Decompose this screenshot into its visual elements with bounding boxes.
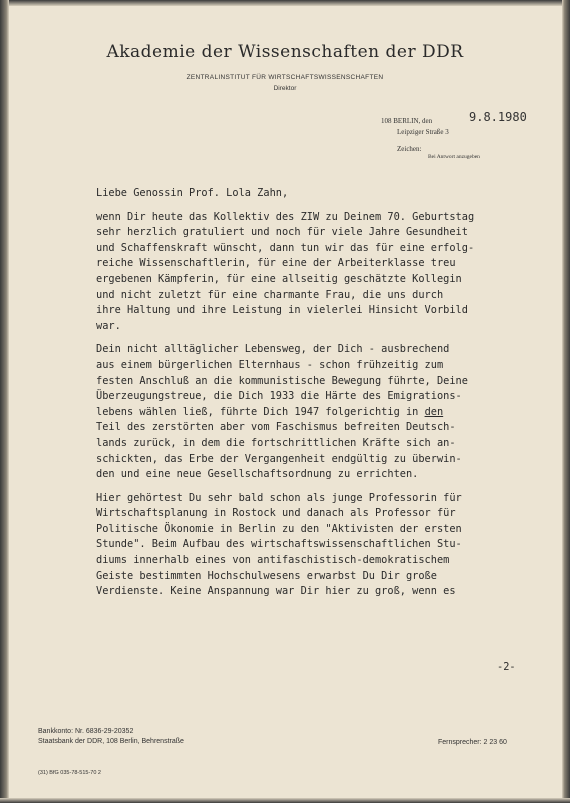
text-line: Hier gehörtest Du sehr bald schon als junge Professorin für bbox=[96, 491, 462, 504]
letter-date: 9.8.1980 bbox=[469, 110, 527, 124]
text-line: und Schaffenskraft wünscht, dann tun wir das für eine erfolg- bbox=[96, 241, 475, 254]
footer-print-code: (31) BfG 035-78-515-70 2 bbox=[38, 770, 101, 776]
text-line: Überzeugungstreue, die Dich 1933 die Härte des Emigrations- bbox=[96, 390, 462, 403]
text-line: Wirtschaftsplanung in Rostock und danach als Professor für bbox=[96, 507, 456, 520]
letterhead-title: Akademie der Wissenschaften der DDR bbox=[106, 42, 464, 62]
text-line: Verdienste. Keine Anspannung war Dir hier zu groß, wenn es bbox=[96, 585, 456, 598]
scan-edge-left bbox=[0, 0, 9, 803]
paragraph-2 bbox=[96, 342, 536, 482]
text-line: und nicht zuletzt für eine charmante Frau, die uns durch bbox=[96, 288, 444, 301]
footer-phone: Fernsprecher: 2 23 60 bbox=[438, 739, 507, 746]
paragraph-1 bbox=[96, 210, 536, 335]
text-line: diums innerhalb eines von antifaschistisch-demokratischem bbox=[96, 554, 450, 567]
footer-bank-account: Bankkonto: Nr. 6836-29-20352 bbox=[38, 728, 134, 735]
text-line: ihre Haltung und ihre Leistung in vielerlei Hinsicht Vorbild bbox=[96, 304, 468, 317]
text-line: aus einem bürgerlichen Elternhaus - schon frühzeitig zum bbox=[96, 358, 444, 371]
text-line: Dein nicht alltäglicher Lebensweg, der Dich - ausbrechend bbox=[96, 343, 450, 356]
text-line: festen Anschluß an die kommunistische Bewegung führte, Deine bbox=[96, 374, 468, 387]
text-line: reiche Wissenschaftlerin, für eine der Arbeiterklasse treu bbox=[96, 257, 456, 270]
scan-edge-top bbox=[0, 0, 570, 6]
paragraph-3 bbox=[96, 491, 536, 600]
salutation: Liebe Genossin Prof. Lola Zahn, bbox=[96, 187, 289, 199]
address-city: 108 BERLIN, den bbox=[381, 117, 433, 125]
letterhead-role: Direktor bbox=[273, 85, 297, 92]
reply-note: Bei Antwort anzugeben bbox=[428, 154, 480, 160]
letter-body bbox=[96, 186, 536, 600]
underlined-word: den bbox=[424, 405, 444, 418]
footer-bank-name: Staatsbank der DDR, 108 Berlin, Behrenstraße bbox=[38, 738, 184, 745]
text-line: Stunde". Beim Aufbau des wirtschaftswissenschaftlichen Stu- bbox=[96, 538, 462, 551]
scan-edge-right bbox=[562, 0, 570, 803]
text-line: den und eine neue Gesellschaftsordnung zu errichten. bbox=[96, 468, 419, 481]
letterhead-subtitle: ZENTRALINSTITUT FÜR WIRTSCHAFTSWISSENSCHAFTEN bbox=[186, 74, 384, 81]
text-line: war. bbox=[96, 319, 121, 332]
text-line: sehr herzlich gratuliert und noch für viele Jahre Gesundheit bbox=[96, 226, 468, 239]
text-line: wenn Dir heute das Kollektiv des ZIW zu Deinem 70. Geburtstag bbox=[96, 210, 475, 223]
text-line: lands zurück, in dem die fortschrittlichen Kräfte sich an- bbox=[96, 436, 456, 449]
text-line: Geiste bestimmten Hochschulwesens erwarbst Du Dir große bbox=[96, 569, 437, 582]
text-line: Politische Ökonomie in Berlin zu den "Aktivisten der ersten bbox=[96, 522, 462, 535]
text-line-start: lebens wählen ließ, führte Dich 1947 folgerichtig in bbox=[96, 405, 425, 418]
next-page-marker: -2- bbox=[497, 661, 516, 673]
address-street: Leipziger Straße 3 bbox=[397, 128, 449, 136]
reference-label: Zeichen: bbox=[397, 145, 422, 153]
text-line: schickten, das Erbe der Vergangenheit endgültig zu überwin- bbox=[96, 452, 462, 465]
text-line: ergebenen Kämpferin, für eine allseitig geschätzte Kollegin bbox=[96, 272, 462, 285]
scan-edge-bottom bbox=[0, 798, 570, 803]
text-line bbox=[96, 405, 536, 421]
text-line: Teil des zerstörten aber vom Faschismus befreiten Deutsch- bbox=[96, 421, 456, 434]
